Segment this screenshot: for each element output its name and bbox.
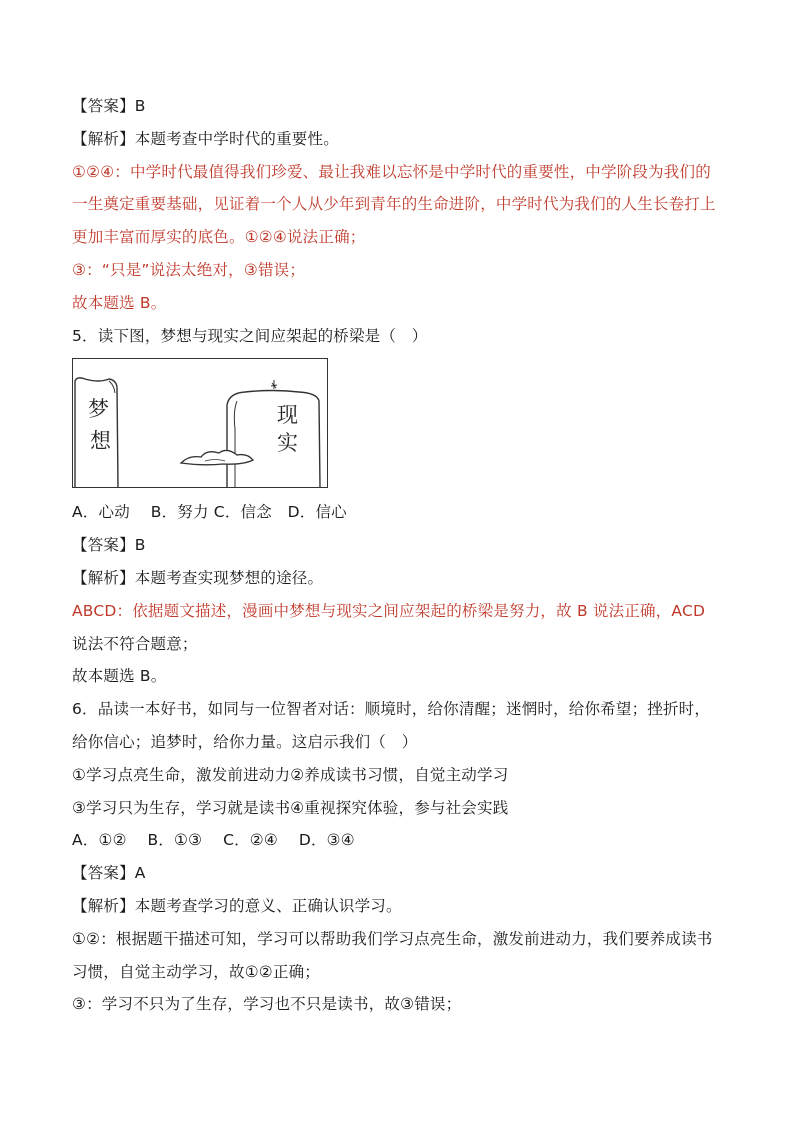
q5-conclusion: 故本题选 B。	[72, 667, 167, 686]
figure-label-reality-2: 实	[277, 431, 298, 456]
figure-label-dream-2: 想	[90, 429, 111, 454]
q4-conclusion: 故本题选 B。	[72, 293, 167, 312]
q6-options: A．①② B．①③ C．②④ D．③④	[72, 831, 355, 850]
q6-explanation-line-2: 习惯，自觉主动学习，故①②正确；	[72, 962, 320, 981]
q4-analysis: 【解析】本题考查中学时代的重要性。	[72, 129, 339, 148]
q6-answer: 【答案】A	[72, 864, 146, 883]
q5-options: A．心动 B．努力 C．信念 D．信心	[72, 503, 347, 522]
q5-explanation-line-2: 说法不符合题意；	[72, 634, 198, 653]
q4-explanation-line-2: 一生奠定重要基础，见证着一个人从少年到青年的生命进阶，中学时代为我们的人生长卷打上	[72, 195, 716, 214]
q6-explanation-line-3: ③：学习不只为了生存，学习也不只是读书，故③错误；	[72, 995, 462, 1014]
q5-answer: 【答案】B	[72, 536, 146, 555]
dream-reality-cartoon	[72, 358, 328, 488]
q5-stem: 5．读下图，梦想与现实之间应架起的桥梁是（ ）	[72, 326, 428, 345]
q5-explanation-line-1: ABCD：依据题文描述，漫画中梦想与现实之间应架起的桥梁是努力，故 B 说法正确，ACD	[72, 601, 706, 620]
q4-explanation-line-3: 更加丰富而厚实的底色。①②④说法正确；	[72, 228, 366, 247]
document-page	[72, 96, 732, 1027]
q5-analysis: 【解析】本题考查实现梦想的途径。	[72, 568, 324, 587]
q6-item-line-1: ①学习点亮生命，激发前进动力②养成读书习惯，自觉主动学习	[72, 765, 509, 784]
q4-answer: 【答案】B	[72, 97, 146, 115]
q6-stem-line-1: 6．品读一本好书，如同与一位智者对话：顺境时，给你清醒；迷惘时，给你希望；挫折时，	[72, 700, 711, 719]
q4-explanation-line-1: ①②④：中学时代最值得我们珍爱、最让我难以忘怀是中学时代的重要性，中学阶段为我们的	[72, 162, 711, 181]
q6-stem-line-2: 给你信心；追梦时，给你力量。这启示我们（ ）	[72, 732, 418, 751]
q6-item-line-2: ③学习只为生存，学习就是读书④重视探究体验，参与社会实践	[72, 798, 509, 817]
q6-analysis: 【解析】本题考查学习的意义、正确认识学习。	[72, 896, 402, 915]
figure-label-reality-1: 现	[277, 403, 298, 428]
figure-label-dream-1: 梦	[88, 397, 109, 422]
q4-explanation-line-4: ③：“只是”说法太绝对，③错误；	[72, 260, 306, 279]
q6-explanation-line-1: ①②：根据题干描述可知，学习可以帮助我们学习点亮生命，激发前进动力，我们要养成读书	[72, 929, 713, 948]
